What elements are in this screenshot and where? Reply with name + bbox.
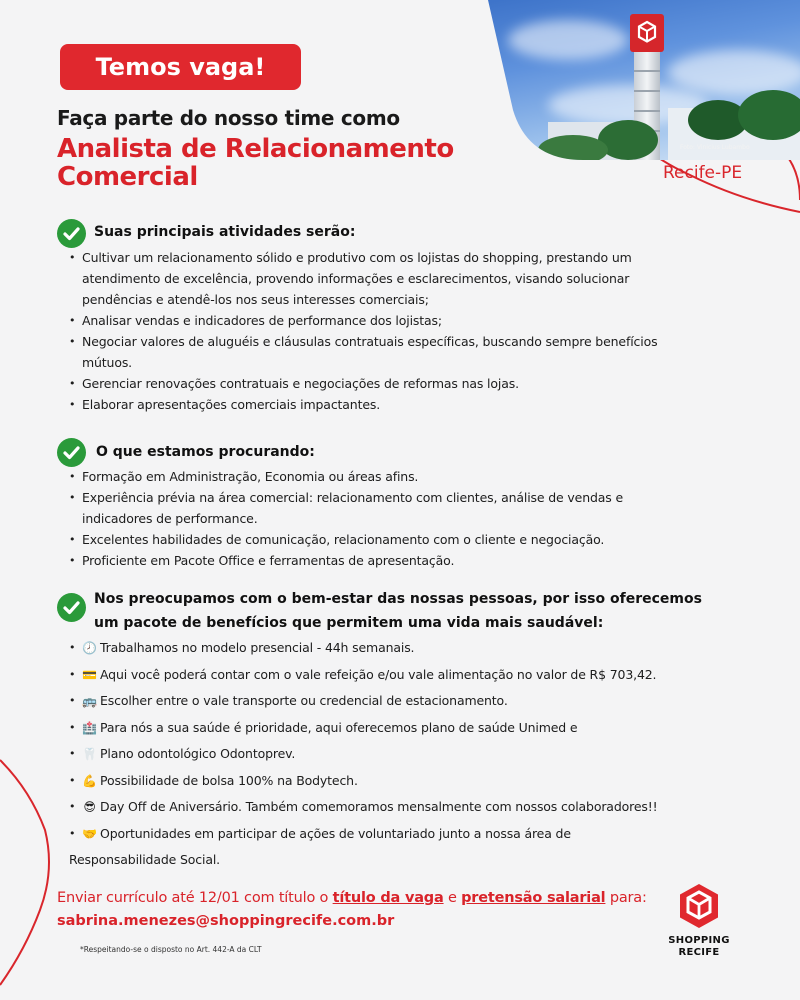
flexed-biceps-icon: 💪 bbox=[82, 773, 97, 788]
job-title-line2: Comercial bbox=[57, 162, 198, 192]
benefit-item bbox=[69, 794, 759, 821]
application-instructions bbox=[57, 890, 647, 906]
list-item: • Analisar vendas e indicadores de performance dos lojistas; bbox=[69, 310, 759, 331]
disclaimer: *Respeitando-se o disposto no Art. 442-A da CLT bbox=[80, 945, 262, 954]
check-icon bbox=[57, 219, 86, 248]
logo-text-line2: RECIFE bbox=[678, 947, 720, 958]
benefits-heading-line1: Nos preocupamos com o bem-estar das nossas pessoas, por isso oferecemos bbox=[94, 591, 702, 607]
benefit-text: Trabalhamos no modelo presencial - 44h semanais. bbox=[100, 640, 415, 655]
benefit-text: Plano odontológico Odontoprev. bbox=[100, 746, 296, 761]
send-job-title: título da vaga bbox=[332, 890, 444, 906]
job-title-line1: Analista de Relacionamento bbox=[57, 134, 454, 164]
list-item: • Excelentes habilidades de comunicação, relacionamento com o cliente e negociação. bbox=[69, 529, 759, 550]
benefit-text: Oportunidades em participar de ações de voluntariado junto a nossa área de bbox=[100, 825, 571, 841]
page-subtitle: Faça parte do nosso time como bbox=[57, 106, 400, 130]
benefit-item bbox=[69, 662, 759, 689]
list-item-continuation: mútuos. bbox=[82, 355, 133, 370]
clock-icon: 🕗 bbox=[82, 641, 97, 655]
benefit-item bbox=[69, 715, 759, 742]
send-suffix: para: bbox=[605, 890, 647, 906]
benefit-text: Possibilidade de bolsa 100% na Bodytech. bbox=[100, 772, 358, 788]
send-and: e bbox=[443, 890, 462, 906]
benefits-heading bbox=[94, 587, 702, 635]
photo-credit: Foto: Vinicius Lubambo bbox=[680, 144, 750, 151]
benefit-item bbox=[69, 768, 759, 795]
list-item-continuation: pendências e atendê-los nos seus interesses comerciais; bbox=[82, 292, 429, 307]
shopping-recife-logo bbox=[654, 882, 744, 958]
benefit-text: Escolher entre o vale transporte ou credencial de estacionamento. bbox=[100, 693, 508, 708]
tooth-icon: 🦷 bbox=[82, 747, 97, 761]
list-item: • Gerenciar renovações contratuais e negociações de reformas nas lojas. bbox=[69, 373, 759, 394]
list-item: • Negociar valores de aluguéis e cláusulas contratuais específicas, buscando sempre benefícios bbox=[69, 331, 759, 352]
benefit-item bbox=[69, 821, 759, 848]
send-prefix: Enviar currículo até 12/01 com título o bbox=[57, 890, 333, 906]
requirements-heading: O que estamos procurando: bbox=[96, 444, 315, 460]
list-item: • Elaborar apresentações comerciais impactantes. bbox=[69, 394, 759, 415]
hiring-badge: Temos vaga! bbox=[60, 44, 301, 90]
logo-cube-icon bbox=[677, 882, 721, 930]
benefit-continuation: Responsabilidade Social. bbox=[69, 852, 220, 867]
city-label: Recife-PE bbox=[663, 163, 743, 183]
logo-text-line1: SHOPPING bbox=[668, 935, 730, 946]
list-item-continuation: indicadores de performance. bbox=[82, 511, 258, 526]
send-salary: pretensão salarial bbox=[461, 890, 606, 906]
bus-icon: 🚌 bbox=[82, 694, 97, 708]
activities-list bbox=[69, 247, 759, 415]
job-title bbox=[57, 135, 537, 191]
hospital-icon: 🏥 bbox=[82, 720, 97, 735]
sunglasses-face-icon: 😎 bbox=[83, 800, 96, 814]
benefit-text: Aqui você poderá contar com o vale refeição e/ou vale alimentação no valor de R$ 703,42. bbox=[100, 666, 657, 682]
list-item: • Experiência prévia na área comercial: relacionamento com clientes, análise de vendas e bbox=[69, 487, 759, 508]
benefit-item bbox=[69, 688, 759, 715]
requirements-list bbox=[69, 466, 759, 571]
list-item: • Proficiente em Pacote Office e ferramentas de apresentação. bbox=[69, 550, 759, 571]
activities-heading: Suas principais atividades serão: bbox=[94, 224, 356, 240]
benefit-item bbox=[69, 741, 759, 768]
credit-card-icon: 💳 bbox=[82, 667, 97, 682]
list-item: • Cultivar um relacionamento sólido e produtivo com os lojistas do shopping, prestando um bbox=[69, 247, 759, 268]
contact-email[interactable]: sabrina.menezes@shoppingrecife.com.br bbox=[57, 913, 395, 929]
benefit-text: Day Off de Aniversário. Também comemoramos mensalmente com nossos colaboradores!! bbox=[100, 799, 658, 814]
check-icon bbox=[57, 593, 86, 622]
list-item-continuation: atendimento de excelência, provendo informações e esclarecimentos, visando solucionar bbox=[82, 271, 630, 286]
benefit-item bbox=[69, 635, 759, 662]
list-item: • Formação em Administração, Economia ou áreas afins. bbox=[69, 466, 759, 487]
benefits-list bbox=[69, 635, 759, 873]
benefit-text: Para nós a sua saúde é prioridade, aqui oferecemos plano de saúde Unimed e bbox=[100, 719, 578, 735]
handshake-icon: 🤝 bbox=[82, 826, 97, 841]
check-icon bbox=[57, 438, 86, 467]
benefits-heading-line2: um pacote de benefícios que permitem uma vida mais saudável: bbox=[94, 615, 604, 631]
